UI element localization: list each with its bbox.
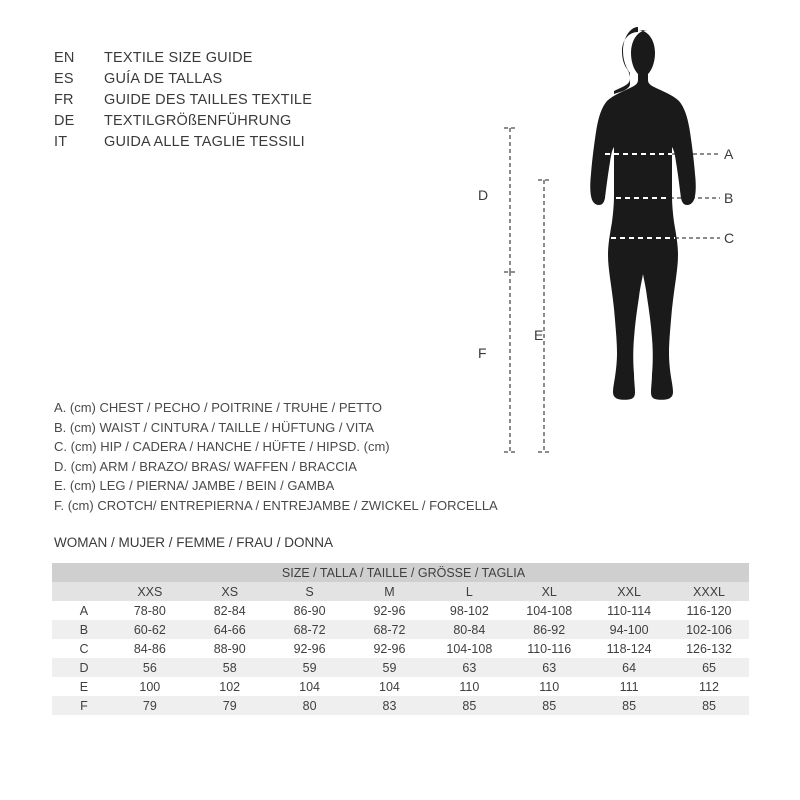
size-table	[52, 563, 749, 715]
cell-b-s: 68-72	[293, 622, 326, 637]
marker-label-e: E	[534, 327, 544, 343]
cell-c-xxl: 118-124	[606, 641, 652, 656]
header-corner	[52, 582, 110, 601]
cell-e-xxl: 111	[619, 679, 639, 694]
cell-f-xl: 85	[542, 698, 557, 713]
table-title-row	[52, 563, 749, 582]
cell-e-xxxl: 112	[699, 679, 719, 694]
cell-e-s: 104	[299, 679, 321, 694]
language-code-en: EN	[54, 50, 75, 66]
row-label-b: B	[79, 622, 89, 637]
table-row	[52, 620, 749, 639]
marker-label-f: F	[478, 345, 487, 361]
vertical-dimension-lines	[504, 128, 550, 452]
header-m: M	[384, 584, 395, 599]
cell-b-xxxl: 102-106	[686, 622, 732, 637]
cell-a-l: 98-102	[449, 603, 489, 618]
cell-d-m: 59	[382, 660, 397, 675]
size-table-wrapper	[52, 563, 749, 715]
cell-f-xxl: 85	[622, 698, 637, 713]
cell-d-xs: 58	[222, 660, 237, 675]
cell-f-xxxl: 85	[702, 698, 716, 713]
header-xxl: XXL	[617, 584, 641, 599]
cell-b-m: 68-72	[373, 622, 406, 637]
table-row	[52, 639, 749, 658]
legend-item-e: E. (cm) LEG / PIERNA/ JAMBE / BEIN / GAMBA	[54, 478, 335, 493]
cell-e-xs: 102	[219, 679, 241, 694]
cell-f-xxs: 79	[142, 698, 157, 713]
cell-a-s: 86-90	[293, 603, 326, 618]
cell-c-m: 92-96	[373, 641, 406, 656]
language-text-es: GUÍA DE TALLAS	[104, 71, 223, 87]
cell-e-l: 110	[459, 679, 480, 694]
language-code-fr: FR	[54, 92, 74, 108]
cell-d-xxs: 56	[142, 660, 157, 675]
marker-label-b: B	[724, 190, 734, 206]
marker-label-a: A	[724, 146, 734, 162]
header-xl: XL	[541, 584, 557, 599]
table-row	[52, 696, 749, 715]
cell-e-m: 104	[379, 679, 400, 694]
language-row-de	[54, 113, 312, 134]
language-code-it: IT	[54, 134, 68, 150]
row-label-a: A	[79, 603, 89, 618]
language-title-block	[54, 50, 312, 155]
table-row	[52, 658, 749, 677]
cell-a-xs: 82-84	[213, 603, 246, 618]
language-text-en: TEXTILE SIZE GUIDE	[104, 50, 253, 66]
marker-label-c: C	[724, 230, 735, 246]
language-text-it: GUIDA ALLE TAGLIE TESSILI	[104, 134, 305, 150]
row-label-c: C	[79, 641, 89, 656]
cell-b-xxs: 60-62	[133, 622, 166, 637]
table-title: SIZE / TALLA / TAILLE / GRÖSSE / TAGLIA	[52, 563, 749, 582]
cell-c-l: 104-108	[446, 641, 493, 656]
row-label-e: E	[79, 679, 89, 694]
header-xxxl: XXXL	[693, 584, 725, 599]
language-row-it	[54, 134, 312, 155]
legend-item-c: C. (cm) HIP / CADERA / HANCHE / HÜFTE / HIPSD. (cm)	[54, 439, 390, 454]
header-xxs: XXS	[137, 584, 163, 599]
cell-f-s: 80	[302, 698, 317, 713]
cell-b-xl: 86-92	[533, 622, 566, 637]
cell-a-xxs: 78-80	[133, 603, 166, 618]
language-row-en	[54, 50, 312, 71]
header-xs: XS	[221, 584, 239, 599]
cell-c-xl: 110-116	[527, 641, 572, 656]
cell-d-xxl: 64	[622, 660, 637, 675]
legend-item-d: D. (cm) ARM / BRAZO/ BRAS/ WAFFEN / BRACCIA	[54, 458, 357, 474]
language-code-de: DE	[54, 113, 75, 129]
cell-e-xl: 110	[539, 679, 560, 694]
row-label-d: D	[79, 660, 89, 675]
cell-d-xl: 63	[542, 660, 557, 675]
cell-d-l: 63	[462, 660, 477, 675]
cell-b-l: 80-84	[453, 622, 486, 637]
table-row	[52, 677, 749, 696]
cell-a-xxl: 110-114	[607, 603, 652, 618]
cell-b-xxl: 94-100	[609, 622, 649, 637]
cell-c-xxs: 84-86	[133, 641, 166, 656]
legend-item-f: F. (cm) CROTCH/ ENTREPIERNA / ENTREJAMBE / ZWICKEL / FORCELLA	[54, 497, 498, 513]
cell-c-xxxl: 126-132	[686, 641, 732, 656]
language-row-fr	[54, 92, 312, 113]
legend-item-a: A. (cm) CHEST / PECHO / POITRINE / TRUHE / PETTO	[54, 400, 382, 415]
language-text-de: TEXTILGRÖßENFÜHRUNG	[104, 113, 292, 129]
cell-c-s: 92-96	[293, 641, 326, 656]
language-code-es: ES	[54, 71, 74, 87]
language-text-fr: GUIDE DES TAILLES TEXTILE	[104, 92, 313, 108]
cell-a-xl: 104-108	[526, 603, 573, 618]
marker-label-d: D	[478, 187, 489, 203]
legend-item-b: B. (cm) WAIST / CINTURA / TAILLE / HÜFTUNG / VITA	[54, 419, 374, 435]
cell-c-xs: 88-90	[213, 641, 246, 656]
cell-d-xxxl: 65	[702, 660, 716, 675]
table-row	[52, 601, 749, 620]
language-row-es	[54, 71, 312, 92]
gender-label: WOMAN / MUJER / FEMME / FRAU / DONNA	[54, 535, 333, 550]
measurement-legend	[54, 400, 498, 517]
cell-f-l: 85	[462, 698, 477, 713]
cell-d-s: 59	[302, 660, 317, 675]
table-header-row	[52, 582, 749, 601]
row-label-f: F	[80, 698, 88, 713]
body-measurement-diagram	[450, 20, 780, 490]
figure-svg	[450, 20, 780, 490]
header-s: S	[305, 584, 314, 599]
cell-a-xxxl: 116-120	[686, 603, 732, 618]
female-silhouette-icon	[590, 27, 696, 400]
cell-b-xs: 64-66	[213, 622, 246, 637]
cell-f-m: 83	[382, 698, 397, 713]
cell-a-m: 92-96	[373, 603, 406, 618]
header-l: L	[465, 584, 473, 599]
cell-f-xs: 79	[222, 698, 237, 713]
cell-e-xxs: 100	[139, 679, 161, 694]
